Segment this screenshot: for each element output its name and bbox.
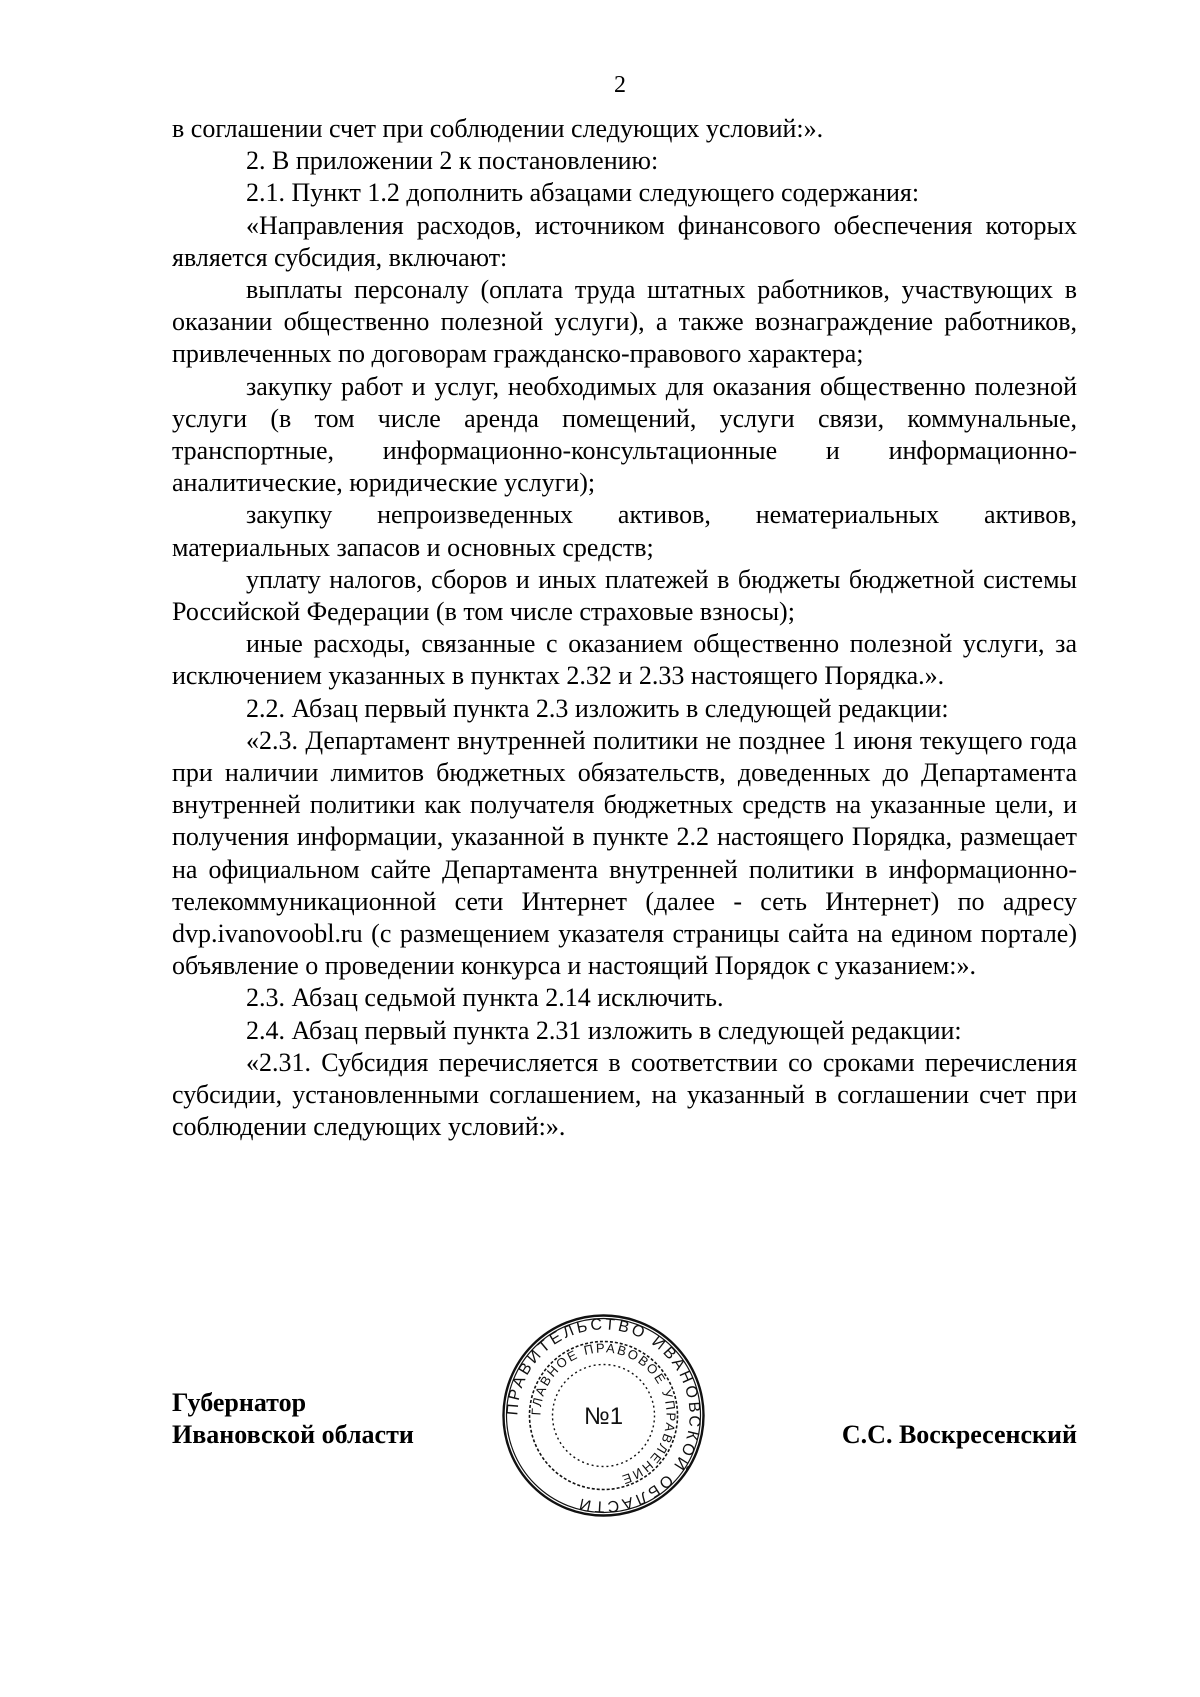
paragraph: в соглашении счет при соблюдении следующих условий:».: [172, 114, 824, 143]
document-body: [172, 113, 1077, 1144]
paragraph: иные расходы, связанные с оказанием общественно полезной услуги, за исключением указанных в пунктах 2.32 и 2.33 настоящего Порядка.».: [172, 629, 1077, 691]
seal-number: №1: [583, 1403, 624, 1430]
seal-inner-text: ГЛАВНОЕ ПРАВОВОЕ УПРАВЛЕНИЕ: [528, 1340, 679, 1488]
paragraph: выплаты персоналу (оплата труда штатных работников, участвующих в оказании общественно полезной услуги), а также вознаграждение работников, привлеченных по договорам гражданско-правового характера;: [172, 275, 1077, 369]
paragraph: 2.2. Абзац первый пункта 2.3 изложить в следующей редакции:: [246, 693, 949, 723]
signatory-name: С.С. Воскресенский: [841, 1420, 1077, 1449]
paragraph: 2.1. Пункт 1.2 дополнить абзацами следующего содержания:: [246, 178, 920, 208]
paragraph: 2.3. Абзац седьмой пункта 2.14 исключить.: [246, 983, 724, 1013]
signatory-position-line2: Ивановской области: [172, 1420, 414, 1449]
signatory-position: [172, 1387, 414, 1451]
paragraph: уплату налогов, сборов и иных платежей в бюджеты бюджетной системы Российской Федерации (в том числе страховые взносы);: [172, 564, 1077, 627]
paragraph: «2.3. Департамент внутренней политики не позднее 1 июня текущего года при наличии лимитов бюджетных обязательств, доведенных до Департамента внутренней политики как получателя бюджетных средств на указанные цели, и получения информации, указанной в пункте 2.2 настоящего Порядка, размещает на официальном сайте Департамента внутренней политики в информационно-телекоммуникационной сети Интернет (далее - сеть Интернет) по адресу dvp.ivanovoobl.ru (с размещением указателя страницы сайта на едином портале) объявление о проведении конкурса и настоящий Порядок с указанием:».: [172, 725, 1077, 981]
paragraph: «Направления расходов, источником финансового обеспечения которых является субсидия, включают:: [172, 210, 1077, 272]
paragraph: закупку непроизведенных активов, нематериальных активов, материальных запасов и основных средств;: [172, 500, 1077, 562]
paragraph: 2. В приложении 2 к постановлению:: [246, 146, 659, 176]
seal-outer-text: ПРАВИТЕЛЬСТВО ИВАНОВСКОЙ ОБЛАСТИ: [504, 1316, 703, 1515]
paragraph: «2.31. Субсидия перечисляется в соответствии со сроками перечисления субсидии, установленными соглашением, на указанный в соглашении счет при соблюдении следующих условий:».: [172, 1047, 1077, 1142]
page-number: 2: [614, 72, 626, 98]
official-seal-stamp: [501, 1313, 706, 1518]
paragraph: закупку работ и услуг, необходимых для оказания общественно полезной услуги (в том числе аренда помещений, услуги связи, коммунальные, транспортные, информационно-консультационные и информационно-аналитические, юридические услуги);: [172, 371, 1077, 498]
signatory-position-line1: Губернатор: [172, 1388, 307, 1417]
paragraph: 2.4. Абзац первый пункта 2.31 изложить в следующей редакции:: [246, 1015, 962, 1045]
